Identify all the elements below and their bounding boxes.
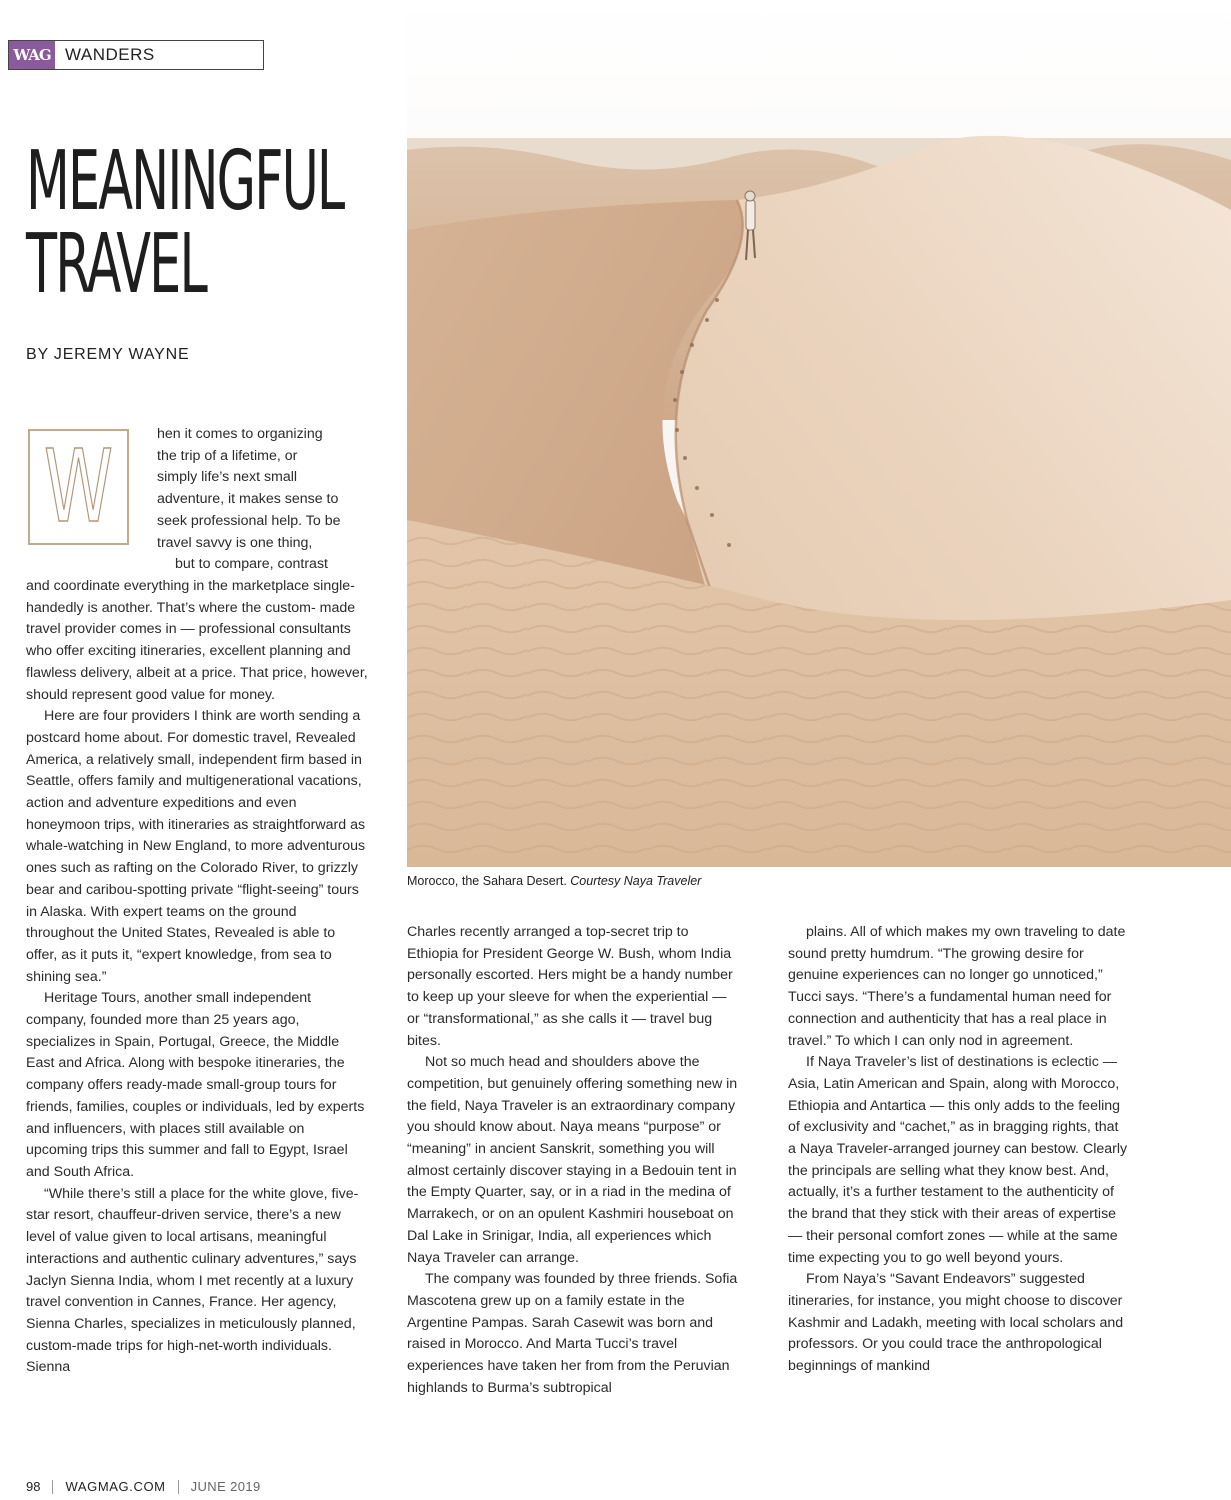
caption-credit: Courtesy Naya Traveler <box>570 874 702 888</box>
divider <box>52 1480 53 1494</box>
drop-cap-letter: W <box>43 428 114 545</box>
wrap-line: hen it comes to organizing <box>157 426 323 442</box>
paragraph: plains. All of which makes my own traveling to date sound pretty humdrum. “The growing desire for genuine experiences can no longer go unnoticed,” Tucci says. “There’s a fundamental human need for connection and authenticity that has a real place in travel.” To which I can only nod in agreement. <box>788 924 1126 1049</box>
issue-date: JUNE 2019 <box>190 1479 261 1494</box>
site-link[interactable]: WAGMAG.COM <box>65 1479 166 1494</box>
paragraph: Here are four providers I think are worth sending a postcard home about. For domestic travel, Revealed America, a relatively small, independent firm based in Seattle, offers family and multigenerational vacations, action and adventure expeditions and even honeymoon trips, with itineraries as straightforward as whale-watching in New England, to more adventurous ones such as rafting on the Colorado River, to grizzly bear and caribou-spotting private “flight-seeing” tours in Alaska. With expert teams on the ground throughout the United States, Revealed is able to offer, as it puts it, “expert knowledge, from sea to shining sea.” <box>26 708 366 985</box>
wrap-line: travel savvy is one thing, <box>157 534 313 551</box>
paragraph: “While there’s still a place for the white glove, five-star resort, chauffeur-driven service, there’s a new level of value given to local artisans, meaningful interactions and authentic culinary adventures,” says Jaclyn Sienna India, whom I met recently at a luxury travel convention in Cannes, France. Her agency, Sienna Charles, specializes in meticulously planned, custom-made trips for high-net-worth individuals. Sienna <box>26 1185 359 1376</box>
wrap-line: seek professional help. To be <box>157 512 341 529</box>
headline-line-1: MEANINGFUL <box>26 134 344 229</box>
dropcap-wrap-text <box>157 424 367 576</box>
paragraph: From Naya’s “Savant Endeavors” suggested itineraries, for instance, you might choose to discover Kashmir and Ladakh, meeting with local scholars and professors. Or you could trace the anthropological beginnings of mankind <box>788 1271 1124 1375</box>
section-tab <box>8 40 264 70</box>
drop-cap <box>28 429 129 545</box>
byline: BY JEREMY WAYNE <box>26 346 190 363</box>
paragraph: If Naya Traveler’s list of destinations is eclectic — Asia, Latin American and Spain, along with Morocco, Ethiopia and Antartica — this only adds to the feeling of exclusivity and “cachet,” as in bragging rights, that a Naya Traveler-arranged journey can bestow. Clearly the principals are selling what they know best. And, actually, it’s a further testament to the authenticity of the brand that they stick with their areas of expertise — their personal comfort zones — while at the same time expecting you to go well beyond yours. <box>788 1054 1128 1266</box>
column-1 <box>26 576 368 1379</box>
caption-text: Morocco, the Sahara Desert. <box>407 874 571 888</box>
sahara-desert-photo <box>407 0 1231 867</box>
headline-line-2: TRAVEL <box>26 217 206 312</box>
page-footer <box>26 1479 261 1494</box>
column-2 <box>407 922 742 1399</box>
headline <box>26 134 344 312</box>
column-3 <box>788 922 1128 1378</box>
paragraph: Not so much head and shoulders above the competition, but genuinely offering something new in the field, Naya Traveler is an extraordinary company you should know about. Naya means “purpose” or “meaning” in ancient Sanskrit, something you will almost certainly discover staying in a Bedouin tent in the Empty Quarter, say, or in a riad in the medina of Marrakech, or on an opulent Kashmiri houseboat on Dal Lake in Srinigar, India, all experiences which Naya Traveler can arrange. <box>407 1054 738 1266</box>
paragraph: Heritage Tours, another small independent company, founded more than 25 years ago, specializes in Spain, Portugal, Greece, the Middle East and Africa. Along with bespoke itineraries, the company offers ready-made small-group tours for friends, families, couples or individuals, led by experts and influencers, with places still available on upcoming trips this summer and fall to Egypt, Israel and South Africa. <box>26 990 365 1180</box>
wrap-line: the trip of a lifetime, or <box>157 447 298 464</box>
wrap-line: adventure, it makes sense to <box>157 491 339 508</box>
paragraph: Charles recently arranged a top-secret trip to Ethiopia for President George W. Bush, whom India personally escorted. Hers might be a handy number to keep up your sleeve for when the experiential — or “transformational,” as she calls it — travel bug bites. <box>407 924 733 1049</box>
page-number: 98 <box>26 1479 41 1494</box>
divider <box>178 1480 179 1494</box>
paragraph: and coordinate everything in the marketplace single- handedly is another. That’s where the custom- made travel provider comes in — professional consultants who offer exciting itineraries, excellent planning and flawless delivery, albeit at a price. That price, however, should represent good value for money. <box>26 578 368 703</box>
wrap-line: simply life’s next small <box>157 469 298 486</box>
section-name: WANDERS <box>65 45 155 64</box>
paragraph: The company was founded by three friends. Sofia Mascotena grew up on a family estate in the Argentine Pampas. Sarah Casewit was born and raised in Morocco. And Marta Tucci’s travel experiences have taken her from from the Peruvian highlands to Burma’s subtropical <box>407 1271 738 1396</box>
wag-logo: WAG <box>9 41 55 69</box>
wrap-line: but to compare, contrast <box>175 556 328 573</box>
photo-caption <box>407 874 701 888</box>
